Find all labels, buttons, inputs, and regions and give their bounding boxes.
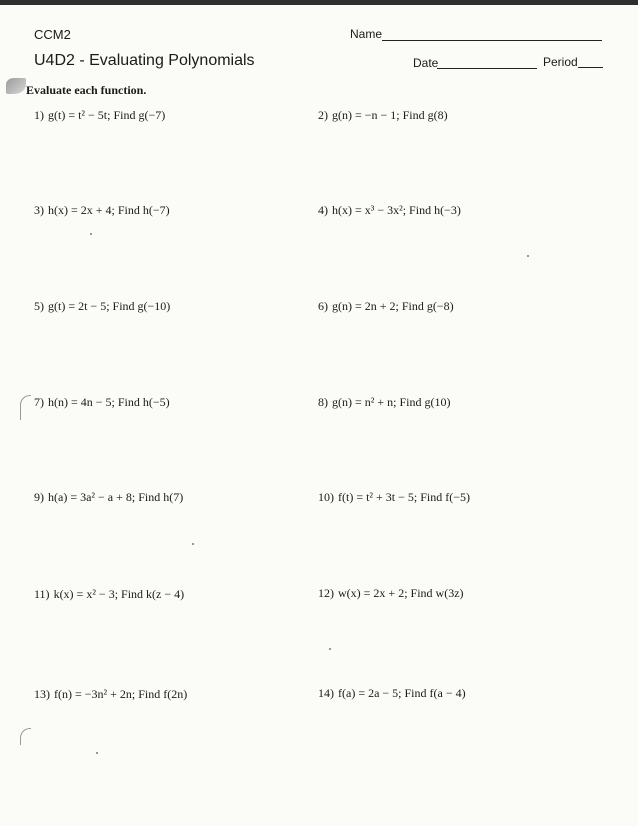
name-label: Name [350,27,383,41]
problem-9 [34,490,183,505]
problem-text: w(x) = 2x + 2; Find w(3z) [338,586,464,600]
course-code: CCM2 [34,27,71,42]
problem-number: 9) [34,490,44,504]
problem-number: 3) [34,203,44,217]
date-field-line[interactable] [437,68,537,69]
problem-text: h(x) = 2x + 4; Find h(−7) [48,203,170,217]
problem-8 [318,395,450,410]
speck [96,752,98,754]
problem-text: g(n) = n² + n; Find g(10) [332,395,451,409]
problem-11 [34,587,184,602]
problem-text: g(t) = t² − 5t; Find g(−7) [48,108,166,122]
problem-2 [318,108,448,123]
problem-10 [318,490,470,505]
problem-text: g(n) = −n − 1; Find g(8) [332,108,448,122]
problem-text: h(n) = 4n − 5; Find h(−5) [48,395,170,409]
problem-3 [34,203,170,218]
speck [192,543,194,545]
instructions: Evaluate each function. [26,83,147,97]
folded-corner [6,78,26,94]
date-label: Date [413,56,439,70]
problem-text: k(x) = x² − 3; Find k(z − 4) [53,587,185,601]
problem-number: 2) [318,108,328,122]
problem-number: 8) [318,395,328,409]
problem-13 [34,687,187,702]
problem-4 [318,203,461,218]
pencil-mark [20,728,31,745]
pencil-mark [20,395,31,420]
name-field-line[interactable] [382,40,602,41]
period-label: Period [543,55,578,69]
problem-text: f(t) = t² + 3t − 5; Find f(−5) [338,490,470,504]
speck [90,233,92,235]
problem-number: 11) [34,587,50,601]
problem-text: h(a) = 3a² − a + 8; Find h(7) [48,490,184,504]
problem-text: f(a) = 2a − 5; Find f(a − 4) [338,686,466,700]
problem-12 [318,586,464,601]
problem-number: 1) [34,108,44,122]
problem-14 [318,686,466,701]
problem-number: 14) [318,686,334,700]
problem-number: 6) [318,299,328,313]
problem-1 [34,108,165,123]
problem-number: 5) [34,299,44,313]
problem-text: f(n) = −3n² + 2n; Find f(2n) [54,687,188,701]
problem-7 [34,395,170,410]
speck [527,255,529,257]
problem-6 [318,299,454,314]
problem-number: 12) [318,586,334,600]
problem-text: h(x) = x³ − 3x²; Find h(−3) [332,203,461,217]
problem-number: 4) [318,203,328,217]
speck [329,648,331,650]
page-top-edge [0,0,638,5]
problem-number: 10) [318,490,334,504]
problem-text: g(n) = 2n + 2; Find g(−8) [332,299,454,313]
worksheet-title: U4D2 - Evaluating Polynomials [34,52,255,69]
problem-number: 7) [34,395,44,409]
problem-5 [34,299,170,314]
problem-number: 13) [34,687,50,701]
period-field-line[interactable] [578,67,603,68]
problem-text: g(t) = 2t − 5; Find g(−10) [48,299,171,313]
